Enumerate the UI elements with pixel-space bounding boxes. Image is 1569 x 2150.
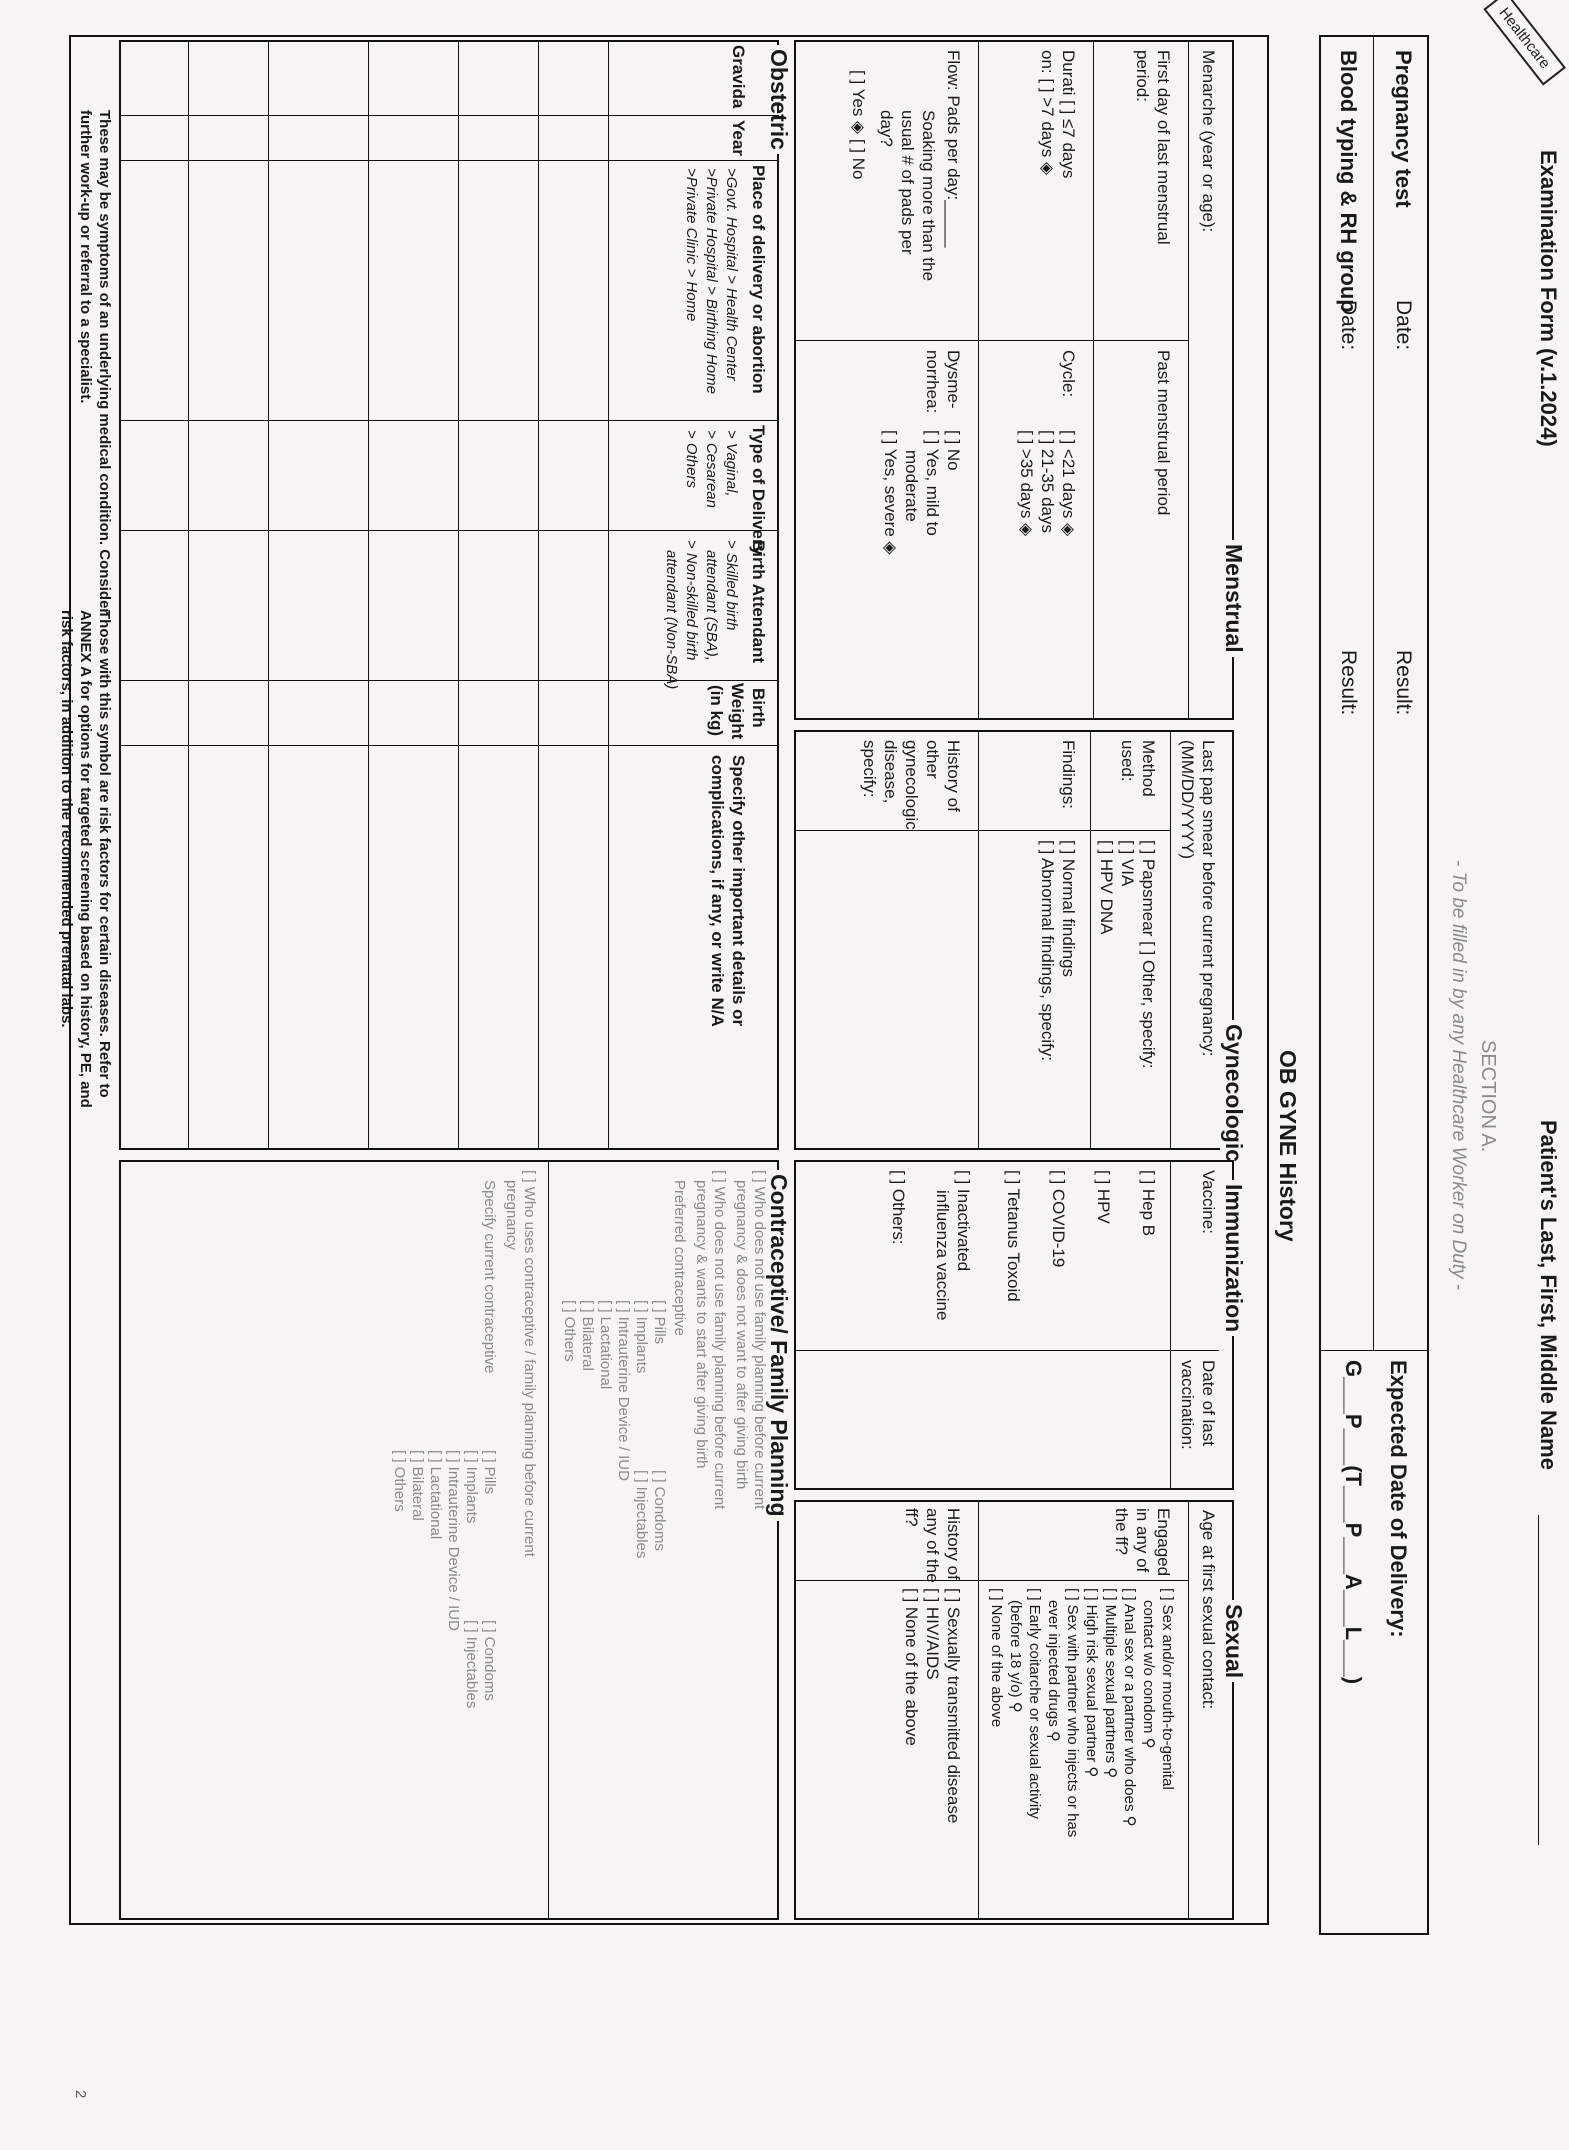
method-opt-2[interactable]: [ ] VIA [1118, 840, 1137, 887]
vaccine-hepb[interactable]: [ ] Hep B [1139, 1170, 1158, 1237]
dys-opt-2[interactable]: [ ] Yes, mild to [923, 430, 942, 536]
fp-pref-bilateral[interactable]: [ ] Bilateral [579, 1300, 596, 1371]
first-day-label-2[interactable]: period: [1133, 50, 1152, 102]
fp-pref-others[interactable]: [ ] Others [561, 1300, 578, 1362]
attendant-opt-2b: attendant (Non-SBA) [663, 550, 680, 690]
menstrual-col-line [794, 340, 1189, 341]
engaged-opt-7[interactable]: [ ] None of the above [988, 1588, 1005, 1728]
obs-row-line [458, 40, 459, 1150]
vaccine-others[interactable]: [ ] Others: [889, 1170, 908, 1245]
fp-pref-lactational[interactable]: [ ] Lactational [597, 1300, 614, 1390]
sex-hist-label-1: History of [944, 1508, 963, 1580]
gynecologic-title: Gynecologic [1220, 1020, 1247, 1166]
labs-divider [1373, 35, 1374, 1350]
findings-opt-2[interactable]: [ ] Abnormal findings, specify: [1038, 840, 1057, 1062]
type-header: Type of Delivery [749, 425, 768, 556]
specify-header-1: Specify other important details or [729, 755, 748, 1027]
fp-pref-implants[interactable]: [ ] Implants [633, 1300, 650, 1374]
soak-q-1: Soaking more than the [919, 110, 938, 282]
bw-header-3: (in kg) [707, 685, 726, 736]
footnote-diamond-2: further work-up or referral to a specialist. [77, 110, 94, 404]
pregnancy-result-label[interactable]: Result: [1392, 650, 1415, 716]
specify-header-2: complications, if any, or write N/A [708, 755, 727, 1027]
method-opt-1[interactable]: [ ] Papsmear [ ] Other, specify: [1139, 840, 1158, 1069]
fp-cur-implants[interactable]: [ ] Implants [463, 1450, 480, 1524]
sex-row-line [978, 1500, 979, 1920]
contraceptive-title: Contraceptive/ Family Planning [765, 1170, 792, 1521]
section-note: - To be filled in by any Healthcare Worker on Duty - [1448, 860, 1469, 1291]
sexual-title: Sexual [1220, 1600, 1247, 1682]
footnote-diamond-1: These may be symptoms of an underlying medical condition. Consider [96, 110, 113, 615]
dys-opt-2b: moderate [902, 450, 921, 522]
engaged-opt-5b: ever injected drugs ⚲ [1045, 1600, 1062, 1742]
patient-name-line[interactable] [1538, 1515, 1539, 1845]
obs-row-line [268, 40, 269, 1150]
fp-preferred-label: Preferred contraceptive [671, 1180, 688, 1336]
menstrual-title: Menstrual [1220, 540, 1247, 657]
place-header: Place of delivery or abortion [749, 165, 768, 394]
bw-header-2: Weight [728, 683, 747, 740]
obs-row-line [538, 40, 539, 1150]
obstetric-title: Obstetric [765, 45, 792, 154]
menarche-label[interactable]: Menarche (year or age): [1199, 50, 1218, 233]
gyn-row-line [1090, 730, 1091, 1150]
page-number: 2 [72, 2090, 89, 2099]
first-day-label-1: First day of last menstrual [1154, 50, 1173, 245]
vaccine-label: Vaccine: [1199, 1170, 1218, 1234]
fp-opt-2b: pregnancy & wants to start after giving birth [693, 1180, 710, 1469]
sex-hist-opt-2[interactable]: [ ] HIV/AIDS [923, 1588, 942, 1680]
findings-label: Findings: [1059, 740, 1078, 809]
cycle-opt-2[interactable]: [ ] 21-35 days [1038, 430, 1057, 534]
menstrual-row-line [1093, 40, 1094, 720]
place-opt-2: >Private Hospital > Birthing Home [703, 168, 720, 394]
engaged-opt-2[interactable]: [ ] Anal sex or a partner who does ⚲ [1121, 1588, 1138, 1827]
fp-opt-2[interactable]: [ ] Who does not use family planning before current [711, 1170, 728, 1510]
attendant-opt-1b: attendant (SBA), [703, 550, 720, 661]
type-opt-2: > Cesarean [703, 430, 720, 508]
fp-opt-1[interactable]: [ ] Who does not use family planning before current [751, 1170, 768, 1510]
past-period-label[interactable]: Past menstrual period [1154, 350, 1173, 516]
obs-row-line [368, 40, 369, 1150]
obs-col-line [119, 530, 779, 531]
fp-cur-bilateral[interactable]: [ ] Bilateral [409, 1450, 426, 1521]
engaged-opt-3[interactable]: [ ] Multiple sexual partners ⚲ [1102, 1588, 1119, 1779]
dys-opt-3[interactable]: [ ] Yes, severe ◈ [881, 430, 900, 555]
vaccine-influenza-1[interactable]: [ ] Inactivated [954, 1170, 973, 1272]
pregnancy-test-label: Pregnancy test [1391, 50, 1416, 208]
pregnancy-date-label[interactable]: Date: [1392, 300, 1415, 351]
gyn-row-line [978, 730, 979, 1150]
obgyne-title: OB GYNE History [1275, 1050, 1301, 1242]
duration-opt-1[interactable]: Durati [ ] ≤7 days [1059, 50, 1078, 179]
obs-col-line [119, 160, 779, 161]
patient-name-label: Patient's Last, First, Middle Name [1536, 1120, 1561, 1470]
fp-current-label: Specify current contraceptive [481, 1180, 498, 1374]
obs-row-line [188, 40, 189, 1150]
fp-cur-others[interactable]: [ ] Others [391, 1450, 408, 1512]
edd-label: Expected Date of Delivery: [1386, 1360, 1411, 1638]
imm-col-line [794, 1350, 1219, 1351]
fp-cur-condoms[interactable]: [ ] Condoms [481, 1620, 498, 1701]
sex-hist-opt-1[interactable]: [ ] Sexually transmitted disease [944, 1588, 963, 1824]
gyn-row-line [1170, 730, 1171, 1150]
type-opt-3: > Others [683, 430, 700, 488]
cycle-opt-3[interactable]: [ ] >35 days ◈ [1017, 430, 1036, 537]
pap-label-2[interactable]: (MM/DD/YYYY) [1178, 740, 1197, 859]
method-opt-3[interactable]: [ ] HPV DNA [1097, 840, 1116, 935]
labs-vdivider [1319, 1350, 1429, 1351]
section-label: SECTION A. [1477, 1040, 1499, 1153]
vaccine-influenza-2: influenza vaccine [933, 1190, 952, 1321]
obs-col-line [119, 745, 779, 746]
type-opt-1: > Vaginal, [723, 430, 740, 497]
gravida-header: Gravida [729, 45, 748, 109]
attendant-opt-1: > Skilled birth [723, 540, 740, 631]
soak-q-3: day? [877, 110, 896, 147]
gyn-hist-1: History of [944, 740, 963, 812]
sex-col-line [794, 1580, 1189, 1581]
engaged-opt-1[interactable]: [ ] Sex and/or mouth-to-genital [1159, 1588, 1176, 1790]
sex-row-line [1188, 1500, 1189, 1920]
engaged-opt-5[interactable]: [ ] Sex with partner who injects or has [1064, 1588, 1081, 1838]
fp-opt-3b: pregnancy [503, 1180, 520, 1251]
flow-label[interactable]: Flow: Pads per day:_____ [944, 50, 963, 248]
blood-date-label[interactable]: Date: [1337, 300, 1360, 351]
footnote-risk-3: risk factors, in addition to the recommended prenatal labs. [58, 610, 75, 1028]
form-title: Examination Form (v.1.2024) [1536, 150, 1561, 447]
bw-header-1: Birth [749, 688, 768, 728]
fp-cur-pills[interactable]: [ ] Pills [481, 1450, 498, 1495]
gyn-hist-3: gynecologic [902, 740, 921, 830]
attendant-header: Birth Attendant [749, 540, 768, 664]
gyn-col-line [794, 830, 1171, 831]
fp-pref-injectables[interactable]: [ ] Injectables [633, 1470, 650, 1559]
soak-q-2: usual # of pads per [898, 110, 917, 255]
blood-result-label[interactable]: Result: [1337, 650, 1360, 716]
attendant-opt-2: > Non-skilled birth [683, 540, 700, 661]
gyn-hist-2: other [923, 740, 942, 779]
fp-divider [548, 1160, 549, 1920]
blood-typing-label: Blood typing & RH group [1336, 50, 1361, 313]
cycle-opt-1[interactable]: [ ] <21 days ◈ [1059, 430, 1078, 537]
method-label-2: used: [1118, 740, 1137, 782]
fp-cur-injectables[interactable]: [ ] Injectables [463, 1620, 480, 1709]
fp-pref-pills[interactable]: [ ] Pills [651, 1300, 668, 1345]
fp-cur-lactational[interactable]: [ ] Lactational [427, 1450, 444, 1540]
engaged-label-3: the ff? [1112, 1508, 1131, 1555]
dysmenorrhea-label-1: Dysme- [944, 350, 963, 409]
sex-hist-opt-3[interactable]: [ ] None of the above [902, 1588, 921, 1746]
obs-header-line [608, 40, 609, 1150]
vaccine-tetanus[interactable]: [ ] Tetanus Toxoid [1004, 1170, 1023, 1302]
engaged-opt-6[interactable]: [ ] Early coitarche or sexual activity [1026, 1588, 1043, 1819]
vacc-date-label-2: vaccination: [1178, 1360, 1197, 1450]
soak-options[interactable]: [ ] Yes ◈ [ ] No [849, 70, 868, 180]
footnote-risk-1: Those with this symbol are risk factors for certain diseases. Refer to [96, 610, 113, 1098]
healthcare-stamp: Healthcare [1483, 0, 1565, 85]
vaccine-covid[interactable]: [ ] COVID-19 [1049, 1170, 1068, 1268]
dysmenorrhea-label-2: norrhea: [923, 350, 942, 414]
pap-label-1: Last pap smear before current pregnancy: [1199, 740, 1218, 1057]
fp-opt-1b: pregnancy & does not want to after giving birth [733, 1180, 750, 1490]
imm-row-line [1170, 1160, 1171, 1490]
engaged-opt-4[interactable]: [ ] High risk sexual partner ⚲ [1083, 1588, 1100, 1778]
place-opt-1: >Govt. Hospital > Health Center [723, 168, 740, 381]
obs-col-line [119, 420, 779, 421]
findings-opt-1[interactable]: [ ] Normal findings [1059, 840, 1078, 977]
obs-col-line [119, 115, 779, 116]
method-label-1: Method [1139, 740, 1158, 797]
engaged-label-2: in any of [1133, 1508, 1152, 1573]
engaged-opt-1b: contact w/o condom ⚲ [1140, 1600, 1157, 1749]
gyn-hist-4: disease, [881, 740, 900, 804]
engaged-label-1: Engaged [1154, 1508, 1173, 1577]
engaged-opt-6b: (before 18 y/o) ⚲ [1007, 1600, 1024, 1713]
vaccine-hpv[interactable]: [ ] HPV [1094, 1170, 1113, 1224]
fp-cur-iud[interactable]: [ ] Intrauterine Device / IUD [445, 1450, 462, 1631]
immunization-title: Immunization [1220, 1180, 1247, 1336]
fp-opt-3[interactable]: [ ] Who uses contraceptive / family planning before current [521, 1170, 538, 1557]
menstrual-row-line [1188, 40, 1189, 720]
cycle-label: Cycle: [1059, 350, 1078, 398]
age-first-contact[interactable]: Age at first sexual contact: [1199, 1510, 1218, 1710]
duration-opt-2[interactable]: on: [ ] >7 days ◈ [1038, 50, 1057, 176]
sex-hist-label-2: any of the [923, 1508, 942, 1583]
place-opt-3: >Private Clinic > Home [683, 168, 700, 322]
sex-hist-label-3: ff? [902, 1508, 921, 1527]
fp-pref-condoms[interactable]: [ ] Condoms [651, 1470, 668, 1551]
gyn-hist-5[interactable]: specify: [860, 740, 879, 798]
gtpal-field[interactable]: G___P___(T___P___A___L___) [1341, 1360, 1366, 1685]
dys-opt-1[interactable]: [ ] No [944, 430, 963, 471]
vacc-date-label-1: Date of last [1199, 1360, 1218, 1446]
fp-pref-iud[interactable]: [ ] Intrauterine Device / IUD [615, 1300, 632, 1481]
year-header: Year [729, 120, 748, 156]
footnote-risk-2: ANNEX A for options for targeted screening based on history, PE, and [77, 610, 94, 1108]
menstrual-row-line [978, 40, 979, 720]
